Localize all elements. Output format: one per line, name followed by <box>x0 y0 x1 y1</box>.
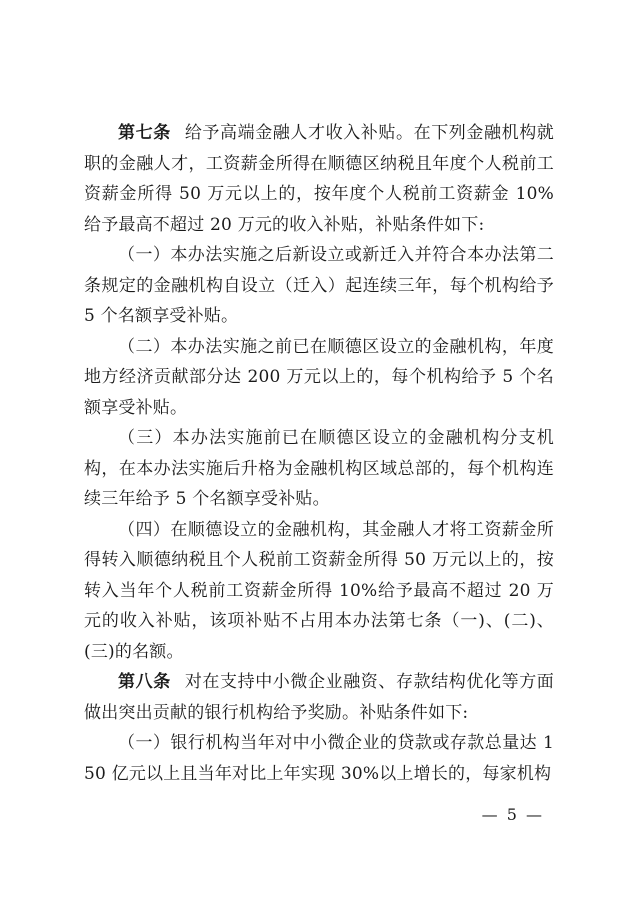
article-8-intro-text: 对在支持中小微企业融资、存款结构优化等方面做出突出贡献的银行机构给予奖励。补贴条件如下: <box>84 672 555 723</box>
article-8-item-1: （一）银行机构当年对中小微企业的贷款或存款总量达 150 亿元以上且当年对比上年实现 30%以上增长的，每家机构 <box>84 733 554 784</box>
article-7-item-3: （三）本办法实施前已在顺德区设立的金融机构分支机构，在本办法实施后升格为金融机构区域总部的，每个机构连续三年给予 5 个名额享受补贴。 <box>84 428 554 509</box>
article-7-intro-text: 给予高端金融人才收入补贴。在下列金融机构就职的金融人才，工资薪金所得在顺德区纳税且年度个人税前工资薪金所得 50 万元以上的，按年度个人税前工资薪金 10%给予最高不超过 20 万元的收入补贴，补贴条件如下: <box>84 123 555 235</box>
article-7-item-2: （二）本办法实施之前已在顺德区设立的金融机构，年度地方经济贡献部分达 200 万元以上的，每个机构给予 5 个名额享受补贴。 <box>84 336 554 418</box>
article-8-intro <box>84 667 554 728</box>
article-7-heading: 第七条 <box>118 123 171 143</box>
article-7-item-4: （四）在顺德设立的金融机构，其金融人才将工资薪金所得转入顺德纳税且个人税前工资薪金所得 50 万元以上的，按转入当年个人税前工资薪金所得 10%给予最高不超过 20 万元的收入补贴，该项补贴不占用本办法第七条（一)、(二)、(三)的名额。 <box>84 519 554 662</box>
page-number: — 5 — <box>481 805 544 824</box>
article-8-heading: 第八条 <box>118 672 171 692</box>
article-7-item-1: （一）本办法实施之后新设立或新迁入并符合本办法第二条规定的金融机构自设立（迁入）起连续三年，每个机构给予 5 个名额享受补贴。 <box>84 245 554 326</box>
article-7-intro <box>84 118 554 240</box>
document-body <box>84 118 554 789</box>
